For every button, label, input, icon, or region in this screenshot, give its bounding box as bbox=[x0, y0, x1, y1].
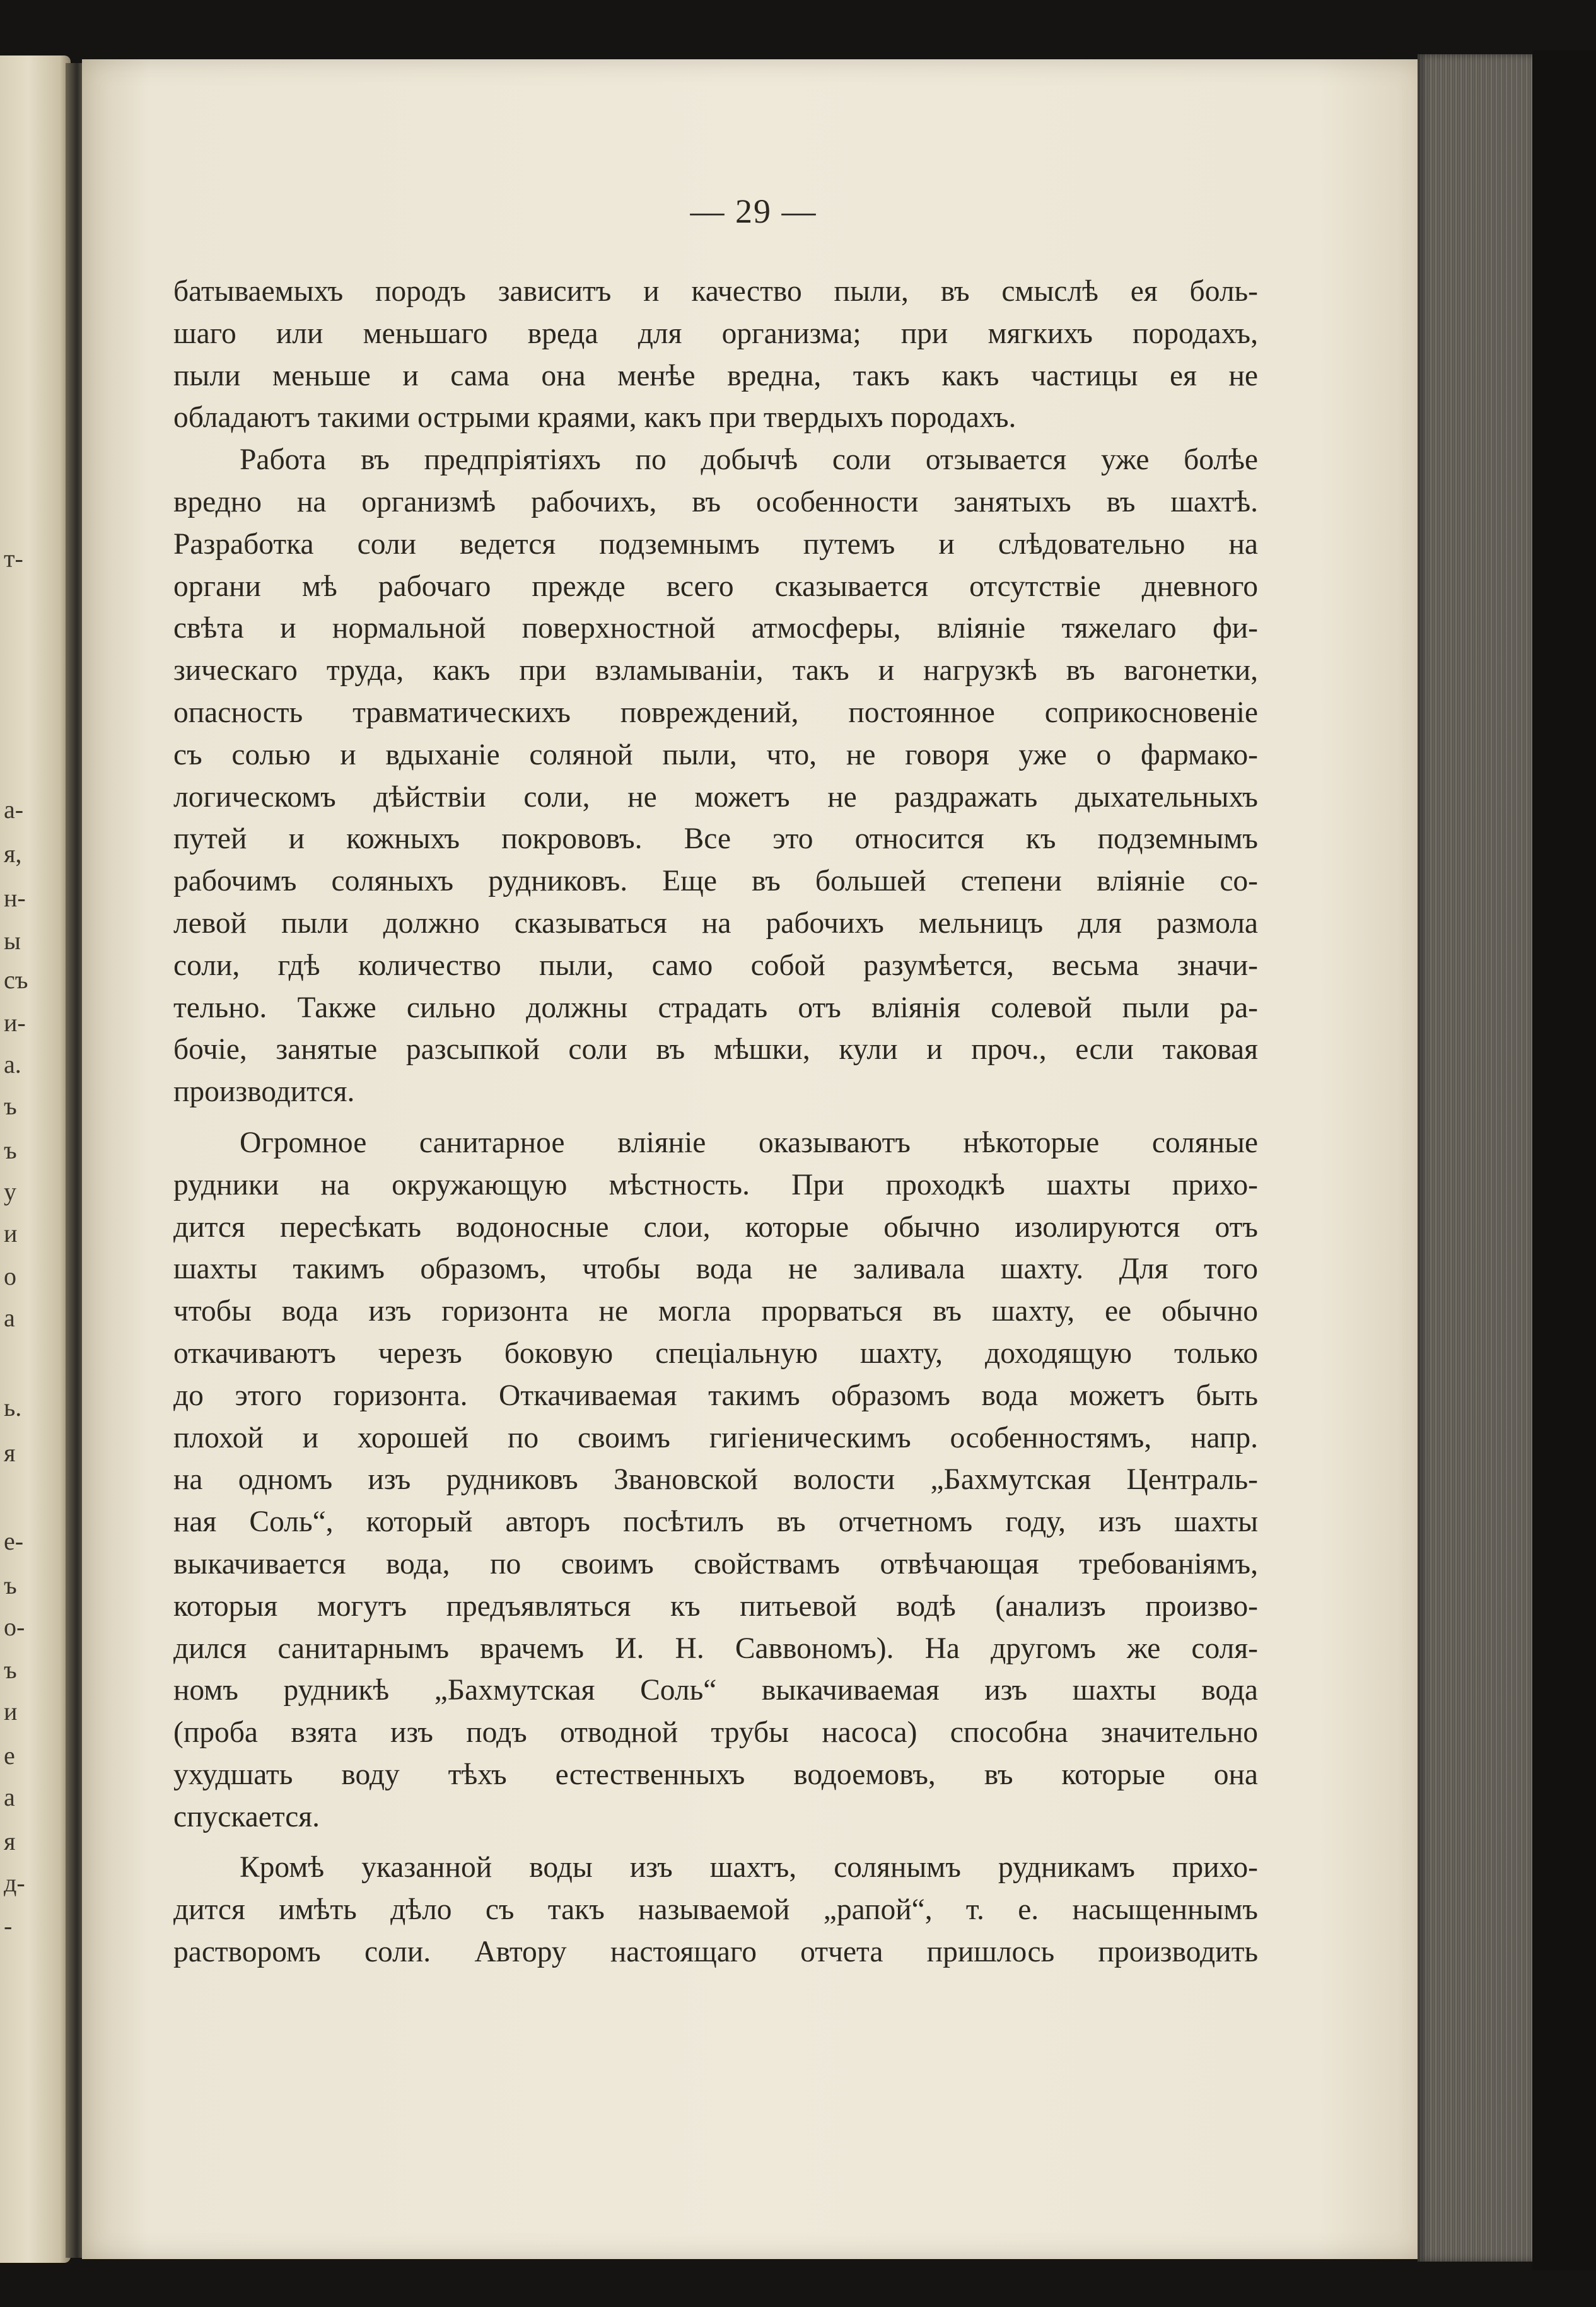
text-line: Кромѣ указанной воды изъ шахтъ, солянымъ рудникамъ прихо- bbox=[240, 1851, 1258, 1884]
text-line: левой пыли должно сказываться на рабочихъ мельницъ для размола bbox=[173, 906, 1258, 940]
text-line: плохой и хорошей по своимъ гигіеническимъ особенностямъ, напр. bbox=[173, 1421, 1258, 1454]
text-line: Огромное санитарное вліяніе оказываютъ нѣкоторые соляные bbox=[240, 1126, 1258, 1159]
left-page-text-fragment: у bbox=[4, 1177, 16, 1206]
page-number: — 29 — bbox=[690, 192, 817, 230]
left-page-text-fragment: и bbox=[4, 1697, 18, 1726]
paragraph-gap bbox=[173, 1113, 1258, 1122]
text-line: дится имѣть дѣло съ такъ называемой „рапой“, т. е. насыщеннымъ bbox=[173, 1893, 1258, 1927]
text-line: ухудшать воду тѣхъ естественныхъ водоемовъ, въ которые она bbox=[173, 1758, 1258, 1791]
background-edge bbox=[1532, 50, 1596, 2270]
text-line: путей и кожныхъ покрововъ. Все это относится къ подземнымъ bbox=[173, 822, 1258, 856]
text-line: шахты такимъ образомъ, чтобы вода не заливала шахту. Для того bbox=[173, 1253, 1258, 1286]
left-page-text-fragment: а bbox=[4, 1304, 15, 1332]
text-line: шаго или меньшаго вреда для организма; при мягкихъ породахъ, bbox=[173, 317, 1258, 350]
page-body-text bbox=[173, 271, 1258, 1973]
left-page-text-fragment: я bbox=[4, 1827, 16, 1855]
text-line: зическаго труда, какъ при взламываніи, такъ и нагрузкѣ въ вагонетки, bbox=[173, 654, 1258, 687]
text-line: свѣта и нормальной поверхностной атмосферы, вліяніе тяжелаго фи- bbox=[173, 612, 1258, 645]
left-page-text-fragment: и- bbox=[4, 1008, 26, 1037]
left-page-text-fragment: е- bbox=[4, 1527, 24, 1555]
text-line: соли, гдѣ количество пыли, само собой разумѣется, весьма значи- bbox=[173, 949, 1258, 982]
text-line: Разработка соли ведется подземнымъ путемъ и слѣдовательно на bbox=[173, 527, 1258, 561]
text-line: выкачивается вода, по своимъ свойствамъ отвѣчающая требованіямъ, bbox=[173, 1547, 1258, 1580]
text-line: ная Соль“, который авторъ посѣтилъ въ отчетномъ году, изъ шахты bbox=[173, 1505, 1258, 1539]
left-page-text-fragment: ъ bbox=[4, 1571, 17, 1599]
left-page-text-fragment: я, bbox=[4, 839, 22, 868]
left-page-text-fragment: съ bbox=[4, 966, 28, 994]
left-page-text-fragment: о- bbox=[4, 1613, 25, 1641]
text-line: обладаютъ такими острыми краями, какъ при твердыхъ породахъ. bbox=[173, 401, 1016, 435]
left-page-text-fragment: н- bbox=[4, 884, 26, 912]
text-line: спускается. bbox=[173, 1800, 320, 1833]
text-line: пыли меньше и сама она менѣе вредна, такъ какъ частицы ея не bbox=[173, 359, 1258, 392]
text-line: дился санитарнымъ врачемъ И. Н. Саввономъ). На другомъ же соля- bbox=[173, 1632, 1258, 1665]
left-page-text-fragment: ь. bbox=[4, 1393, 22, 1422]
text-line: рабочимъ соляныхъ рудниковъ. Еще въ большей степени вліяніе со- bbox=[173, 865, 1258, 898]
text-line: батываемыхъ породъ зависитъ и качество пыли, въ смыслѣ ея боль- bbox=[173, 275, 1258, 308]
left-page-text-fragment: ы bbox=[4, 926, 21, 955]
left-page-text-fragment: а. bbox=[4, 1050, 21, 1078]
text-line: до этого горизонта. Откачиваемая такимъ образомъ вода можетъ быть bbox=[173, 1379, 1258, 1412]
left-page-text-fragment: д- bbox=[4, 1869, 25, 1897]
text-line: органи мѣ рабочаго прежде всего сказывается отсутствіе дневного bbox=[173, 569, 1258, 603]
left-page-text-fragment: ъ bbox=[4, 1136, 17, 1164]
text-line: дится пересѣкать водоносные слои, которые обычно изолируются отъ bbox=[173, 1210, 1258, 1244]
left-page-text-fragment: - bbox=[4, 1912, 13, 1940]
left-page-text-fragment: я bbox=[4, 1439, 16, 1467]
text-line: на одномъ изъ рудниковъ Звановской волости „Бахмутская Централь- bbox=[173, 1463, 1258, 1497]
left-page-text-fragment: а bbox=[4, 1783, 15, 1811]
text-line: Работа въ предпріятіяхъ по добычѣ соли отзывается уже болѣе bbox=[240, 443, 1258, 477]
text-line: логическомъ дѣйствіи соли, не можетъ не раздражать дыхательныхъ bbox=[173, 780, 1258, 814]
text-line: производится. bbox=[173, 1075, 355, 1109]
text-line: номъ рудникѣ „Бахмутская Соль“ выкачиваемая изъ шахты вода bbox=[173, 1674, 1258, 1707]
left-page-text-fragment: ъ bbox=[4, 1092, 17, 1120]
left-facing-page bbox=[0, 55, 71, 2263]
text-line: съ солью и вдыханіе соляной пыли, что, не говоря уже о фармако- bbox=[173, 738, 1258, 771]
text-line: (проба взята изъ подъ отводной трубы насоса) способна значительно bbox=[173, 1716, 1258, 1749]
text-line: рудники на окружающую мѣстность. При проходкѣ шахты прихо- bbox=[173, 1168, 1258, 1201]
text-line: откачиваютъ черезъ боковую спеціальную шахту, доходящую только bbox=[173, 1336, 1258, 1370]
left-page-text-fragment: и bbox=[4, 1219, 18, 1247]
page-block-edge bbox=[1418, 54, 1537, 2262]
left-page-text-fragment: а- bbox=[4, 795, 24, 824]
text-line: растворомъ соли. Автору настоящаго отчета пришлось производить bbox=[173, 1936, 1258, 1969]
left-page-text-fragment: ъ bbox=[4, 1656, 17, 1684]
paragraph-gap bbox=[173, 1838, 1258, 1847]
left-page-text-fragment: о bbox=[4, 1262, 16, 1290]
text-line: которыя могутъ предъявляться къ питьевой водѣ (анализъ произво- bbox=[173, 1589, 1258, 1623]
text-line: чтобы вода изъ горизонта не могла прорваться въ шахту, ее обычно bbox=[173, 1295, 1258, 1328]
book-page bbox=[82, 59, 1425, 2259]
left-page-text-fragment: е bbox=[4, 1741, 15, 1770]
text-line: тельно. Также сильно должны страдать отъ вліянія солевой пыли ра- bbox=[173, 991, 1258, 1024]
text-line: опасность травматическихъ повреждений, постоянное соприкосновеніе bbox=[173, 696, 1258, 729]
text-line: бочіе, занятые разсыпкой соли въ мѣшки, кули и проч., если таковая bbox=[173, 1033, 1258, 1066]
left-page-text-fragment: т- bbox=[4, 544, 23, 573]
text-line: вредно на организмѣ рабочихъ, въ особенности занятыхъ въ шахтѣ. bbox=[173, 485, 1258, 518]
